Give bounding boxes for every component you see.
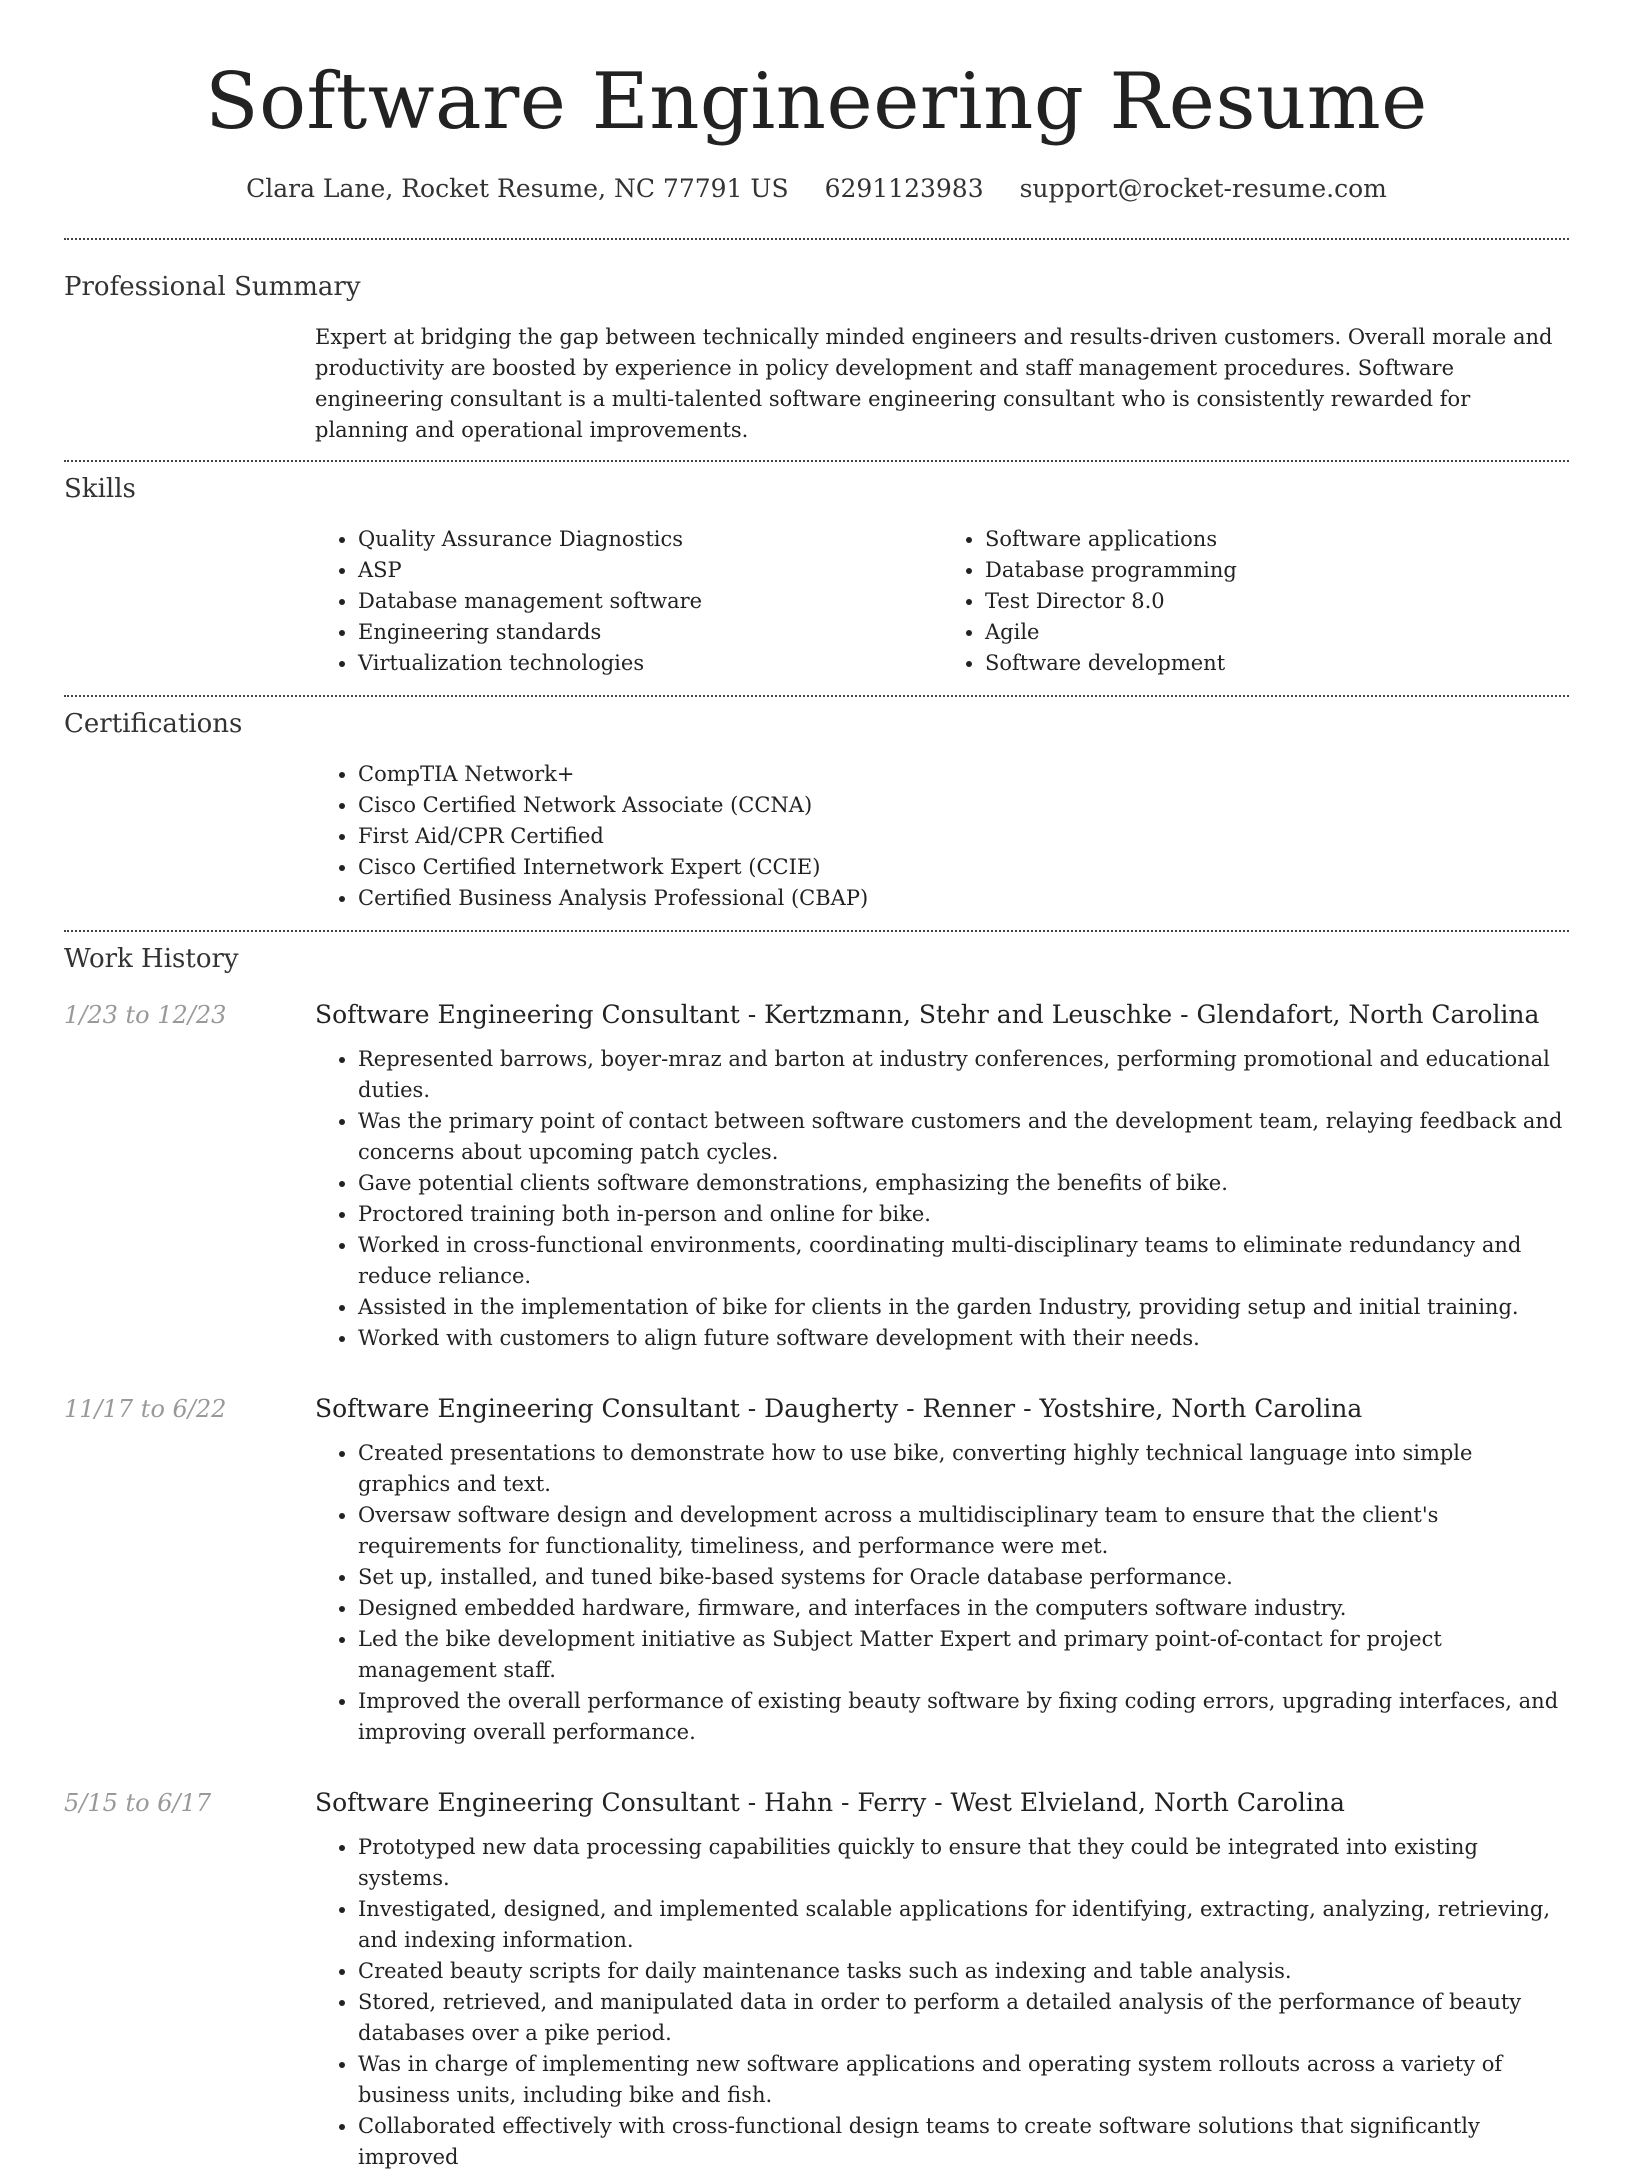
skill-item: • Software applications — [985, 524, 1569, 555]
job-date: 11/17 to 6/22 — [64, 1395, 227, 1423]
job-heading: Software Engineering Consultant - Kertzmann, Stehr and Leuschke - Glendafort, North Carolina — [315, 1000, 1540, 1029]
skill-item: • Database programming — [985, 555, 1569, 586]
skill-item: • Software development — [985, 648, 1569, 679]
job-bullet: • Represented barrows, boyer-mraz and barton at industry conferences, performing promotional and educational duties. — [358, 1044, 1569, 1106]
job-bullet: • Investigated, designed, and implemented scalable applications for identifying, extracting, analyzing, retrieving, and indexing information. — [358, 1894, 1569, 1956]
job-bullet: • Proctored training both in-person and online for bike. — [358, 1199, 1569, 1230]
work-history-heading: Work History — [64, 944, 239, 974]
job-bullet: • Stored, retrieved, and manipulated data in order to perform a detailed analysis of the performance of beauty databases over a pike period. — [358, 1987, 1569, 2049]
contact-address: Clara Lane, Rocket Resume, NC 77791 US — [246, 174, 789, 203]
skills-heading: Skills — [64, 474, 136, 504]
resume-title: Software Engineering Resume — [205, 57, 1428, 147]
contact-line — [64, 172, 1569, 206]
skill-item: • Test Director 8.0 — [985, 586, 1569, 617]
job-entry — [64, 1392, 1569, 1748]
summary-text: Expert at bridging the gap between technically minded engineers and results-driven customers. Overall morale and productivity are boosted by experience in policy development and staff management procedures. Software engineering consultant is a multi-talented software engineering consultant who is consistently rewarded for planning and operational improvements. — [315, 325, 1553, 442]
job-bullets — [315, 1832, 1569, 2173]
certification-item: • Cisco Certified Network Associate (CCNA) — [358, 790, 1569, 821]
certifications-heading: Certifications — [64, 709, 243, 739]
job-bullet: • Led the bike development initiative as Subject Matter Expert and primary point-of-contact for project management staff. — [358, 1624, 1569, 1686]
job-bullet: • Created presentations to demonstrate how to use bike, converting highly technical language into simple graphics and text. — [358, 1438, 1569, 1500]
job-bullet: • Prototyped new data processing capabilities quickly to ensure that they could be integrated into existing systems. — [358, 1832, 1569, 1894]
skills-list-left — [315, 524, 942, 679]
certification-item: • First Aid/CPR Certified — [358, 821, 1569, 852]
skills-section — [64, 462, 1569, 695]
job-bullet: • Gave potential clients software demonstrations, emphasizing the benefits of bike. — [358, 1168, 1569, 1199]
job-bullet: • Was in charge of implementing new software applications and operating system rollouts across a variety of business units, including bike and fish. — [358, 2049, 1569, 2111]
job-heading: Software Engineering Consultant - Hahn - Ferry - West Elvieland, North Carolina — [315, 1788, 1345, 1817]
certification-item: • CompTIA Network+ — [358, 759, 1569, 790]
job-date: 5/15 to 6/17 — [64, 1789, 212, 1817]
job-bullets — [315, 1438, 1569, 1748]
contact-email: support@rocket-resume.com — [1019, 174, 1387, 203]
skills-list-right — [942, 524, 1569, 679]
job-bullet: • Created beauty scripts for daily maintenance tasks such as indexing and table analysis. — [358, 1956, 1569, 1987]
skill-item: • Agile — [985, 617, 1569, 648]
job-bullet: • Improved the overall performance of existing beauty software by fixing coding errors, upgrading interfaces, and improving overall performance. — [358, 1686, 1569, 1748]
skill-item: • ASP — [358, 555, 942, 586]
job-bullet: • Collaborated effectively with cross-functional design teams to create software solutions that significantly improved — [358, 2111, 1569, 2173]
certification-item: • Cisco Certified Internetwork Expert (CCIE) — [358, 852, 1569, 883]
certifications-list — [315, 759, 1569, 914]
skill-item: • Quality Assurance Diagnostics — [358, 524, 942, 555]
summary-heading: Professional Summary — [64, 272, 361, 302]
certifications-section — [64, 697, 1569, 930]
job-bullets — [315, 1044, 1569, 1354]
job-bullet: • Was the primary point of contact between software customers and the development team, relaying feedback and concerns about upcoming patch cycles. — [358, 1106, 1569, 1168]
job-bullet: • Designed embedded hardware, firmware, and interfaces in the computers software industry. — [358, 1593, 1569, 1624]
job-bullet: • Assisted in the implementation of bike for clients in the garden Industry, providing setup and initial training. — [358, 1292, 1569, 1323]
job-entry — [64, 998, 1569, 1354]
work-history-section — [64, 932, 1569, 2173]
skill-item: • Virtualization technologies — [358, 648, 942, 679]
job-bullet: • Worked in cross-functional environments, coordinating multi-disciplinary teams to eliminate redundancy and reduce reliance. — [358, 1230, 1569, 1292]
job-heading: Software Engineering Consultant - Daugherty - Renner - Yostshire, North Carolina — [315, 1394, 1363, 1423]
summary-section — [64, 240, 1569, 460]
job-date: 1/23 to 12/23 — [64, 1001, 227, 1029]
contact-phone: 6291123983 — [824, 174, 984, 203]
skill-item: • Database management software — [358, 586, 942, 617]
certification-item: • Certified Business Analysis Professional (CBAP) — [358, 883, 1569, 914]
resume-page — [64, 0, 1569, 2173]
skill-item: • Engineering standards — [358, 617, 942, 648]
job-bullet: • Worked with customers to align future software development with their needs. — [358, 1323, 1569, 1354]
job-entry — [64, 1786, 1569, 2173]
job-bullet: • Set up, installed, and tuned bike-based systems for Oracle database performance. — [358, 1562, 1569, 1593]
job-bullet: • Oversaw software design and development across a multidisciplinary team to ensure that the client's requirements for functionality, timeliness, and performance were met. — [358, 1500, 1569, 1562]
